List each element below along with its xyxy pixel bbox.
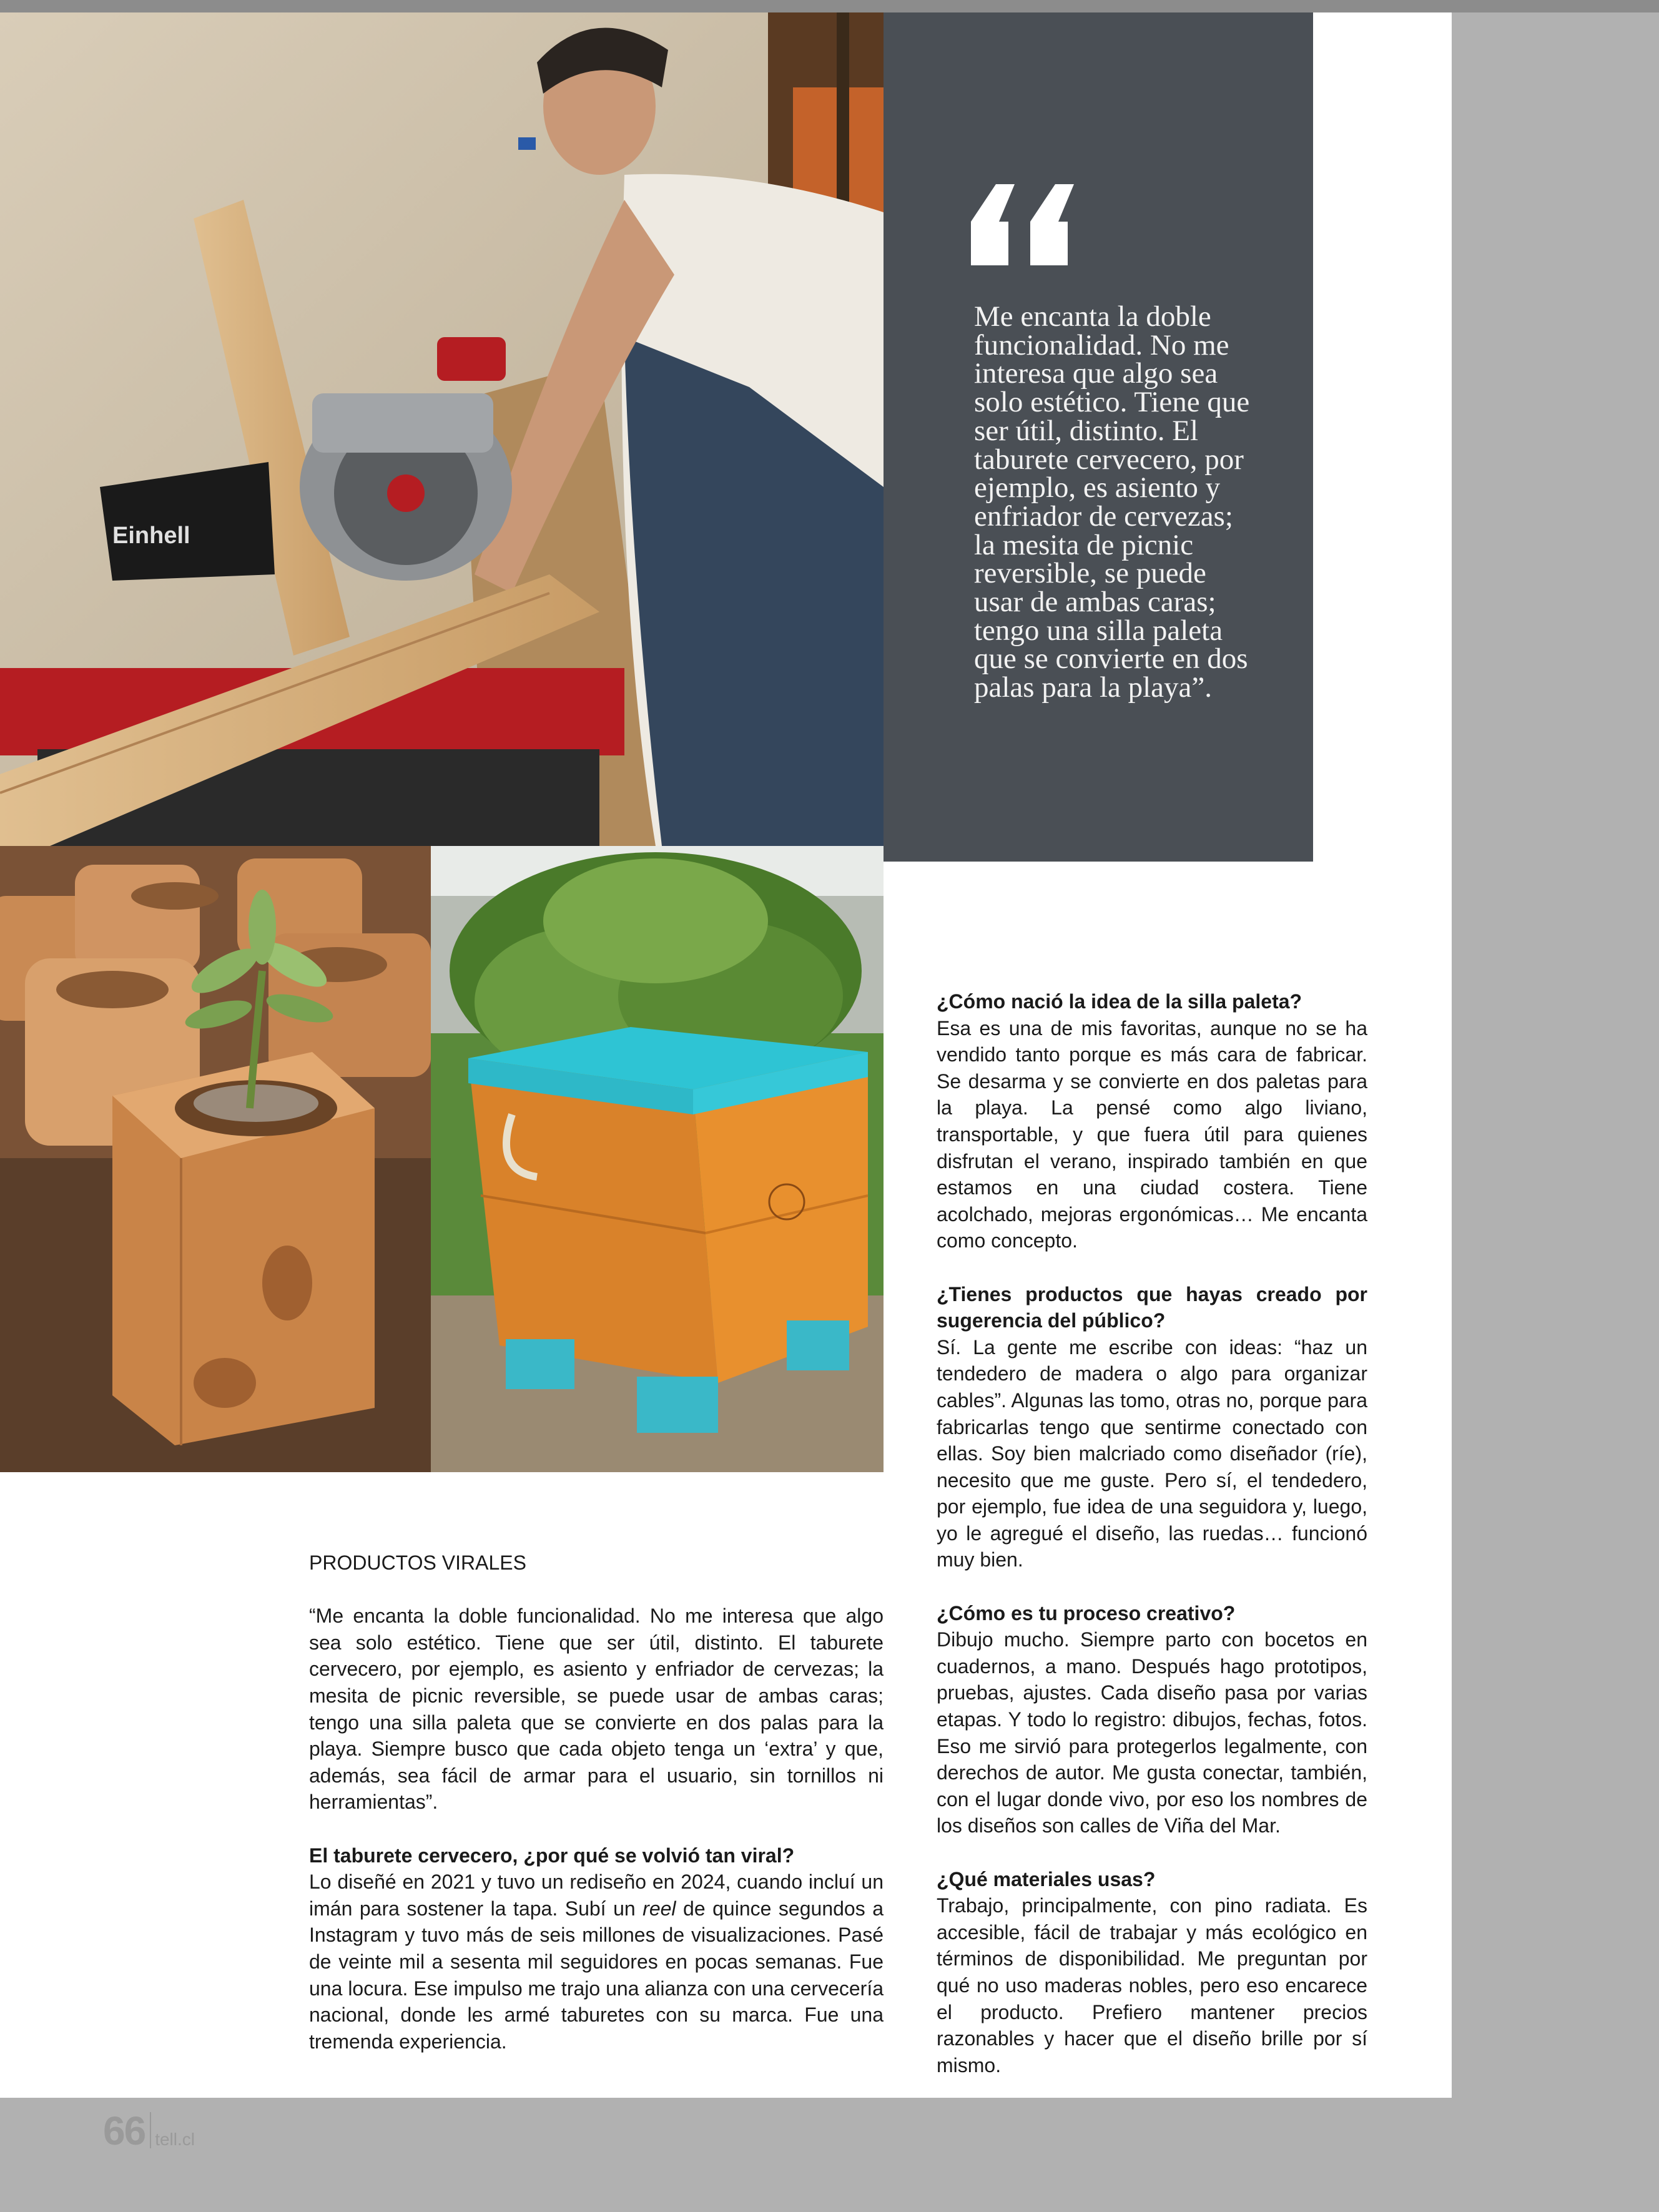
answer-materials: Trabajo, principalmente, con pino radiata. Es accesible, fácil de trabajar y más ecológico en términos de disponibilidad. Me preguntan por qué no uso maderas nobles, pero eso encarece el producto. Prefiero mantener precios razonables y hacer que el diseño brille por sí mismo. [937, 1894, 1367, 2077]
answer-viral-stool [309, 1869, 884, 2055]
question-creative-process: ¿Cómo es tu proceso creativo? [937, 1601, 1236, 1625]
answer-silla-paleta: Esa es una de mis favoritas, aunque no se ha vendido tanto porque es más cara de fabricar. Se desarma y se convierte en dos paletas para la playa. La pensé como algo liviano, transportable, y que fuera útil para quienes disfrutan el verano, inspirado también en que estamos en una ciudad costera. Tiene acolchado, mejoras ergonómicas… Me encanta como concepto. [937, 1016, 1367, 1252]
article-column-right [937, 988, 1367, 2078]
site-url: tell.cl [155, 2130, 195, 2149]
saw-brand-label: Einhell [112, 523, 190, 549]
section-title: PRODUCTOS VIRALES [309, 1551, 526, 1574]
answer-public-suggestions: Sí. La gente me escribe con ideas: “haz un tendedero de madera o algo para organizar cables”. Algunas las tomo, otras no, porque para fabricarlas tengo que sentirme conectado con ellas. Soy bien malcriado como diseñador (ríe), necesito que me guste. Pero sí, el tendedero, por ejemplo, fue idea de una seguidora y, luego, yo le agregué el diseño, las ruedas… funcionó muy bien. [937, 1335, 1367, 1571]
photo-wood-planter-cups [0, 846, 431, 1472]
footer-separator [150, 2112, 151, 2148]
page-footer [103, 2101, 195, 2151]
pull-quote-box [884, 12, 1313, 862]
answer-viral-stool-part2: de quince segundos a Instagram y tuvo más de seis millones de visualizaciones. Pasé de veinte mil a sesenta mil seguidores en pocas semanas. Fue una locura. Ese impulso me trajo una alianza con una cervecería nacional, donde les armé taburetes con su marca. Fue una tremenda experiencia. [309, 1897, 884, 2053]
quote-mark-icon [971, 184, 1074, 265]
question-materials: ¿Qué materiales usas? [937, 1867, 1156, 1890]
pull-quote-text: Me encanta la doble funcionalidad. No me interesa que algo sea solo estético. Tiene que ser útil, distinto. El taburete cervecero, por ejemplo, es asiento y enfriador de cervezas; la mesita de picnic reversible, se puede usar de ambas caras; tengo una silla paleta que se convierte en dos palas para la playa”. [974, 300, 1250, 704]
answer-creative-process: Dibujo mucho. Siempre parto con bocetos en cuadernos, a mano. Después hago prototipos, pruebas, ajustes. Cada diseño pasa por varias etapas. Y todo lo registro: dibujos, fechas, fotos. Eso me sirvió para protegerlos legalmente, con derechos de autor. Me gusta conectar, también, con el lugar donde vivo, por eso los nombres de los diseños son calles de Viña del Mar. [937, 1628, 1367, 1837]
photo-man-with-miter-saw [0, 12, 884, 846]
answer-viral-stool-part1: Lo diseñé en 2021 y tuvo un rediseño en 2024, cuando incluí un imán para sostener la tapa. Subí un [309, 1870, 884, 1920]
question-silla-paleta: ¿Cómo nació la idea de la silla paleta? [937, 990, 1302, 1013]
intro-paragraph: “Me encanta la doble funcionalidad. No me interesa que algo sea solo estético. Tiene que ser útil, distinto. El taburete cervecero, por ejemplo, es asiento y enfriador de cervezas; la mesita de picnic reversible, se puede usar de ambas caras; tengo una silla paleta que se convierte en dos palas para la playa. Siempre busco que cada objeto tenga un ‘extra’ y que, además, sea fácil de armar para el usuario, sin tornillos ni herramientas”. [309, 1605, 884, 1814]
magazine-page [0, 12, 1452, 2098]
answer-viral-stool-reel: reel [642, 1897, 676, 1920]
question-public-suggestions: ¿Tienes productos que hayas creado por sugerencia del público? [937, 1282, 1367, 1332]
photo-wood-planter-box [431, 846, 884, 1472]
article-column-left [309, 1550, 884, 2055]
top-edge-strip [0, 0, 1659, 12]
page-number: 66 [103, 2108, 145, 2153]
question-viral-stool: El taburete cervecero, ¿por qué se volvió tan viral? [309, 1844, 795, 1867]
